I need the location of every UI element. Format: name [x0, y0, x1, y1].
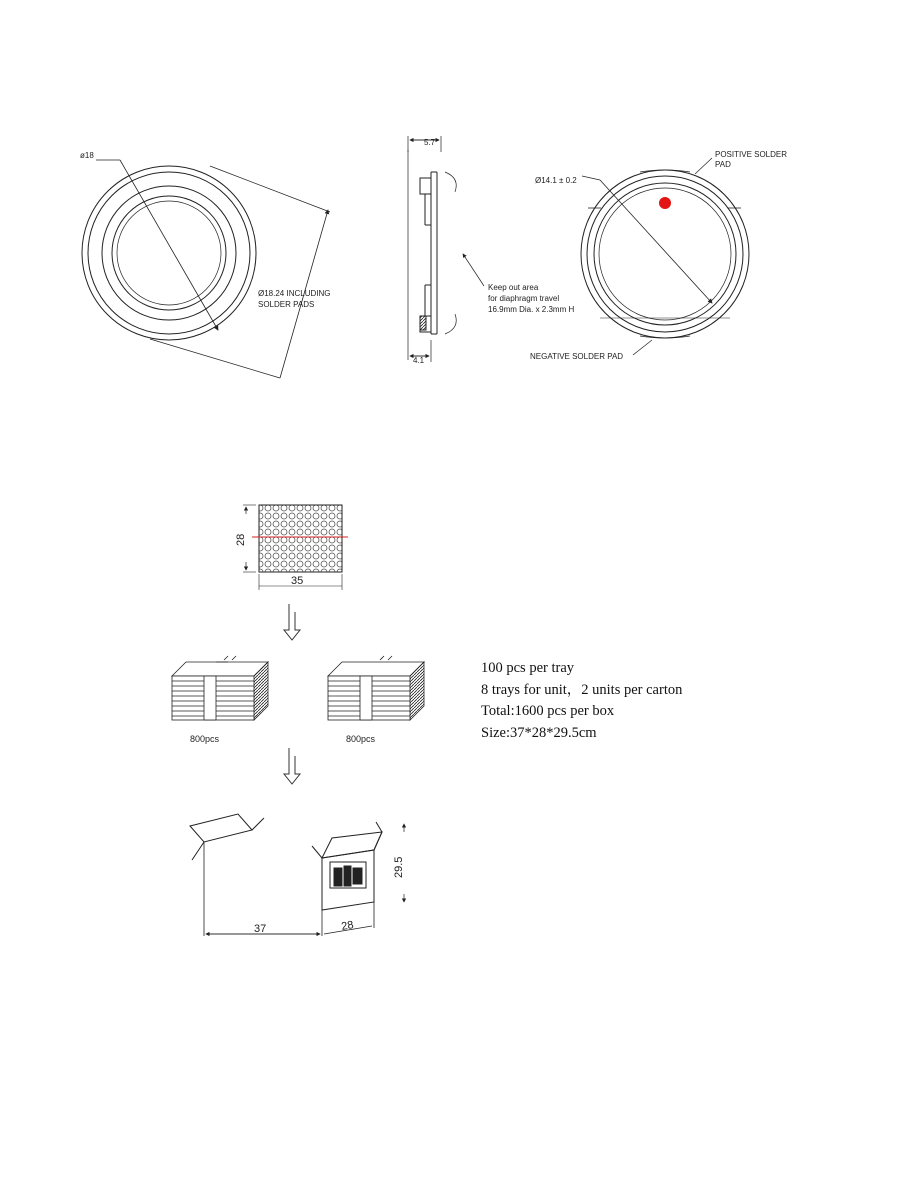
tray-height-dim: 28	[235, 533, 247, 546]
front-view	[82, 160, 330, 378]
side-bottom-dim: 4.1	[413, 356, 425, 365]
flow-arrow-down-1	[284, 604, 300, 640]
tray-stack-left	[172, 656, 268, 720]
tray-width-dim: 35	[291, 575, 304, 587]
carton-width-dim: 28	[340, 919, 355, 933]
carton-height-dim: 29.5	[393, 856, 405, 878]
packing-note-4: Size:37*28*29.5cm	[481, 724, 597, 741]
side-top-dim: 5.7	[424, 138, 436, 147]
back-view	[581, 158, 749, 355]
negative-label: NEGATIVE SOLDER PAD	[530, 352, 624, 361]
carton-length-dim: 37	[254, 923, 267, 935]
flow-arrow-down-2	[284, 748, 300, 784]
carton	[190, 814, 404, 936]
packing-notes	[481, 658, 682, 744]
positive-label-2: PAD	[715, 160, 731, 169]
keepout-label-1: Keep out area	[488, 283, 539, 292]
packing-note-1: 100 pcs per tray	[481, 660, 575, 676]
packing-note-3: Total:1600 pcs per box	[481, 703, 615, 719]
stack-left-label: 800pcs	[190, 734, 220, 744]
positive-marker	[659, 197, 671, 209]
front-dia-label: ø18	[80, 151, 94, 160]
back-dia-label: Ø14.1 ± 0.2	[535, 176, 577, 185]
front-pads-label-2: SOLDER PADS	[258, 300, 315, 309]
keepout-label-2: for diaphragm travel	[488, 294, 560, 303]
side-view	[408, 136, 484, 362]
front-pads-label-1: Ø18.24 INCLUDING	[258, 289, 331, 298]
positive-label-1: POSITIVE SOLDER	[715, 150, 788, 159]
stack-right-label: 800pcs	[346, 734, 376, 744]
packing-note-2: 8 trays for unit，2 units per carton	[481, 681, 683, 698]
tray-stack-right	[328, 656, 424, 720]
keepout-label-3: 16.9mm Dia. x 2.3mm H	[488, 305, 575, 314]
